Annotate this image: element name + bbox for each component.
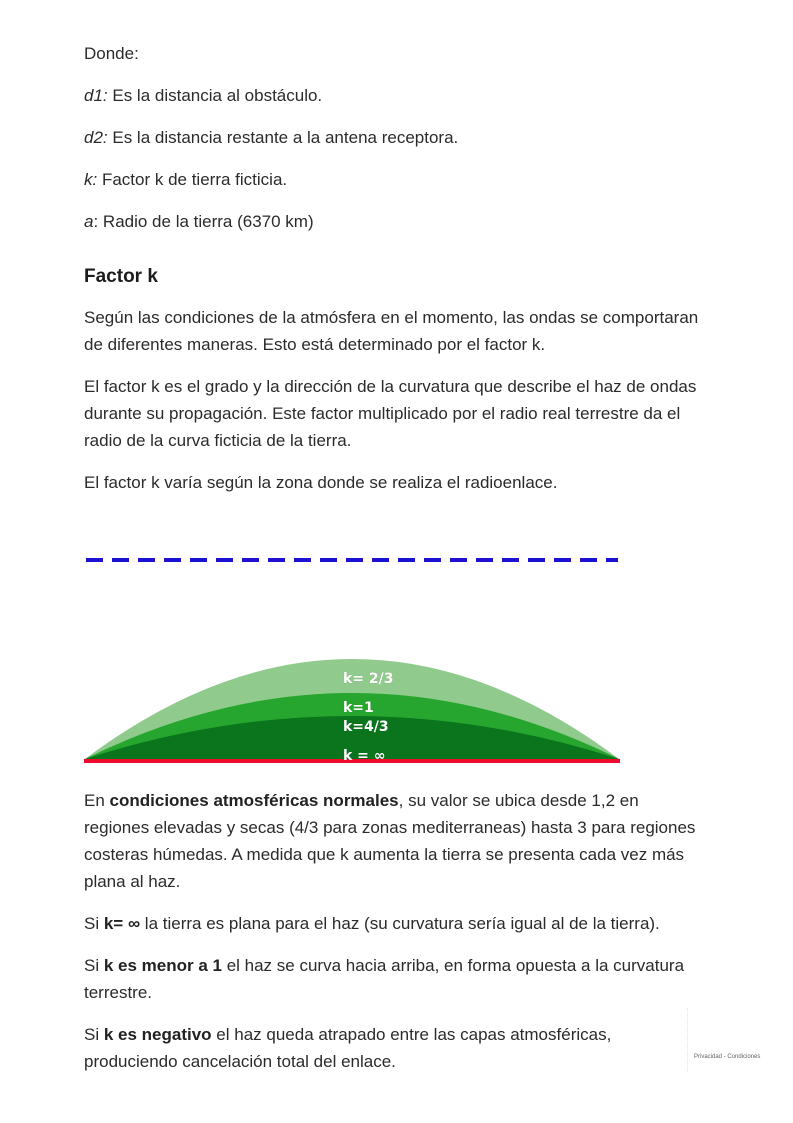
- arc-label-k-4-3: k=4/3: [343, 719, 389, 735]
- paragraph-k-infinito: [84, 910, 700, 937]
- paragraph-donde: [84, 40, 700, 67]
- definition-text: Factor k de tierra ficticia.: [97, 170, 288, 189]
- segment-bold: k es menor a 1: [103, 956, 222, 975]
- definition-term: k:: [84, 170, 98, 189]
- definition-text: Es la distancia restante a la antena receptora.: [107, 128, 459, 147]
- definition-d2: [84, 124, 700, 151]
- segment-post: , su valor se ubica desde 1,2 en regiones elevadas y secas (4/3 para zonas mediterraneas) hasta 3 para regiones costeras húmedas. A medida que k aumenta la tierra se presenta cada vez más plana al haz.: [84, 791, 696, 891]
- definition-term: a: [84, 212, 94, 231]
- segment-post: el haz queda atrapado entre las capas atmosféricas, produciendo cancelación total del enlace.: [84, 1025, 612, 1071]
- definition-a: [84, 208, 700, 235]
- segment-pre: Si: [84, 1025, 104, 1044]
- donde-label: Donde:: [84, 44, 139, 63]
- beam-dashed-line: [84, 557, 620, 563]
- definition-d1: [84, 82, 700, 109]
- arc-label-k-1: k=1: [343, 700, 374, 716]
- paragraph-condiciones-atmosfera: Según las condiciones de la atmósfera en el momento, las ondas se comportaran de diferentes maneras. Esto está determinado por el factor k.: [84, 308, 699, 354]
- segment-pre: Si: [84, 914, 104, 933]
- paragraph-k-negativo: [84, 1021, 700, 1075]
- definition-text: : Radio de la tierra (6370 km): [93, 212, 314, 231]
- segment-bold: k= ∞: [103, 914, 141, 933]
- segment-bold: condiciones atmosféricas normales: [109, 791, 399, 810]
- segment-pre: En: [84, 791, 110, 810]
- segment-bold: k es negativo: [103, 1025, 212, 1044]
- privacy-terms-label[interactable]: Privacidad - Condiciones: [694, 1054, 761, 1060]
- figure-curvatura-tierra: [84, 557, 620, 766]
- definition-text: Es la distancia al obstáculo.: [107, 86, 323, 105]
- arc-label-k-2-3: k= 2/3: [343, 671, 394, 687]
- paragraph-grado-curvatura: El factor k es el grado y la dirección de la curvatura que describe el haz de ondas durante su propagación. Este factor multiplicado por el radio real terrestre da el radio de la curva ficticia de la tierra.: [84, 377, 697, 450]
- definition-k: [84, 166, 700, 193]
- arc-label-k-infinito: k = ∞: [343, 748, 386, 764]
- paragraph-condiciones-normales: [84, 787, 700, 895]
- document-content: [84, 40, 700, 1090]
- segment-pre: Si: [84, 956, 104, 975]
- segment-post: el haz se curva hacia arriba, en forma opuesta a la curvatura terrestre.: [84, 956, 685, 1002]
- section-heading-factor-k: Factor k: [84, 266, 158, 287]
- privacy-terms-badge[interactable]: [687, 1008, 793, 1072]
- definition-term: d1:: [84, 86, 108, 105]
- segment-post: la tierra es plana para el haz (su curvatura sería igual al de la tierra).: [140, 914, 660, 933]
- paragraph-varia-zona: El factor k varía según la zona donde se realiza el radioenlace.: [84, 473, 558, 492]
- earth-curvature-diagram: [84, 656, 620, 766]
- definition-term: d2:: [84, 128, 108, 147]
- paragraph-k-menor-1: [84, 952, 700, 1006]
